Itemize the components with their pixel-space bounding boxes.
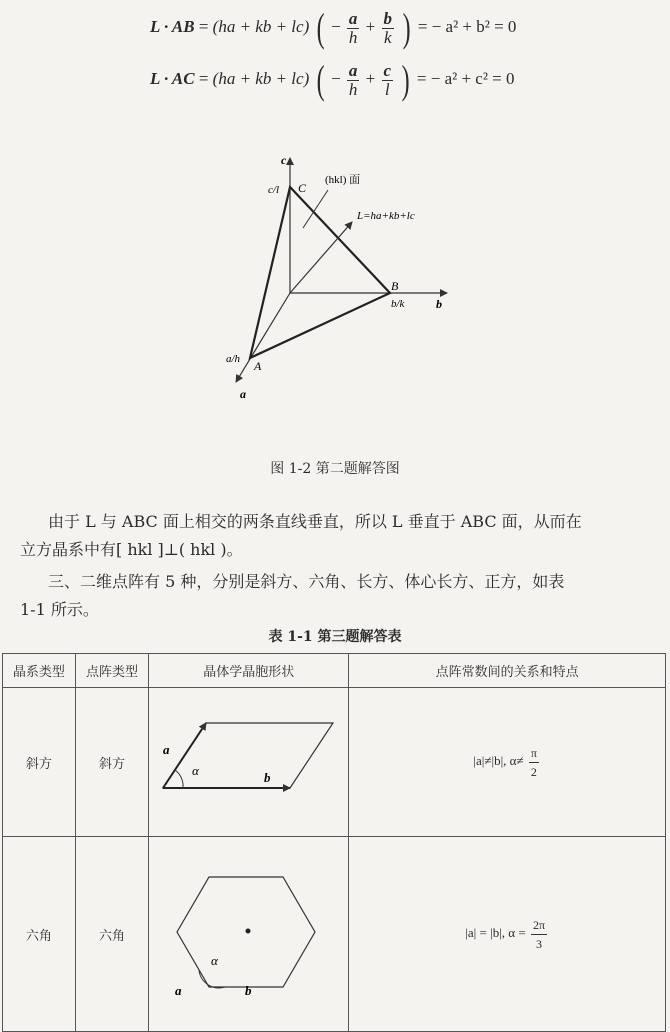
oblique-angle-arc (175, 770, 183, 788)
hexagon-angle-arc (199, 970, 225, 988)
point-c-label: C (298, 181, 307, 195)
eq2-paren: (ha + kb + lc) (212, 68, 310, 88)
paragraph-1 (20, 508, 660, 564)
figure-1-2 (0, 140, 670, 410)
eq2-lhs: L · AC (150, 68, 195, 88)
equation-1: L · AB = (ha + kb + lc) ( − $\frac{a}{h}$ + $\frac{b}{k}$ ) = − a² + b² = 0 (150, 5, 517, 50)
table-header-row (3, 654, 666, 688)
eq1-rhs: = − a² + b² = 0 (417, 16, 517, 36)
c-axis-label: c (281, 153, 287, 167)
row2-relation (349, 837, 666, 1032)
hexagon-b-label: b (245, 983, 252, 998)
c-over-l-label: c/l (268, 184, 279, 196)
eq1-lhs: L · AB (150, 16, 195, 36)
oblique-parallelogram (163, 723, 333, 788)
header-relation: 点阵常数间的关系和特点 (349, 654, 666, 688)
hexagon-alpha-label: α (211, 953, 219, 968)
row2-lattice: 六角 (75, 837, 149, 1032)
hexagon-center-point (246, 929, 251, 934)
point-a-label: A (254, 359, 262, 373)
oblique-b-label: b (264, 770, 271, 785)
hexagon-a-label: a (175, 983, 182, 998)
a-axis-label: a (240, 387, 246, 401)
table-1-1 (2, 653, 666, 1032)
hexagonal-cell-diagram (149, 837, 348, 1027)
eq1-frac1: $\frac{a}{h}$ (348, 8, 358, 47)
table-row (3, 688, 666, 837)
l-vector (290, 222, 352, 293)
b-over-k-label: b/k (391, 298, 405, 310)
oblique-cell-diagram (149, 688, 348, 832)
equation-2: L · AC = (ha + kb + lc) ( − $\frac{a}{h}$ + $\frac{c}{l}$ ) = − a² + c² = 0 (150, 57, 515, 102)
paragraph-2-line-2: 1-1 所示。 (20, 600, 99, 619)
row1-lattice: 斜方 (75, 688, 149, 837)
row1-system: 斜方 (3, 688, 76, 837)
plane-label: (hkl) 面 (325, 174, 361, 186)
eq1-frac2: $\frac{b}{k}$ (383, 8, 393, 47)
paragraph-2 (20, 568, 660, 624)
figure-caption: 图 1-2 第二题解答图 (270, 461, 400, 477)
row1-relation (349, 688, 666, 837)
row1-formula: |a|≠|b|, α≠ $\frac{\pi}{2}$ (473, 745, 537, 779)
table-row (3, 837, 666, 1032)
l-vector-label: L=ha+kb+lc (357, 210, 415, 222)
oblique-alpha-label: α (192, 763, 200, 778)
a-over-h-label: a/h (226, 353, 241, 365)
eq2-frac1: $\frac{a}{h}$ (348, 60, 358, 99)
paragraph-1-line-1: 由于 L 与 ABC 面上相交的两条直线垂直，所以 L 垂直于 ABC 面，从而在 (48, 512, 582, 531)
header-cell-shape: 晶体学晶胞形状 (149, 654, 349, 688)
header-system: 晶系类型 (3, 654, 76, 688)
paragraph-1-line-2: 立方晶系中有[ hkl ]⊥( hkl )。 (20, 540, 243, 559)
paragraph-2-line-1: 三、二维点阵有 5 种，分别是斜方、六角、长方、体心长方、正方，如表 (48, 572, 565, 591)
row2-shape (149, 837, 349, 1032)
eq2-frac2: $\frac{c}{l}$ (383, 60, 392, 99)
row2-formula: |a| = |b|, α = $\frac{2\pi}{3}$ (465, 917, 546, 951)
eq1-paren: (ha + kb + lc) (212, 16, 310, 36)
row1-shape (149, 688, 349, 837)
oblique-a-label: a (163, 742, 170, 757)
row2-system: 六角 (3, 837, 76, 1032)
b-axis-label: b (436, 297, 442, 311)
point-b-label: B (391, 279, 399, 293)
eq2-rhs: = − a² + c² = 0 (416, 68, 515, 88)
table-title: 表 1-1 第三题解答表 (268, 629, 402, 645)
header-lattice: 点阵类型 (75, 654, 149, 688)
